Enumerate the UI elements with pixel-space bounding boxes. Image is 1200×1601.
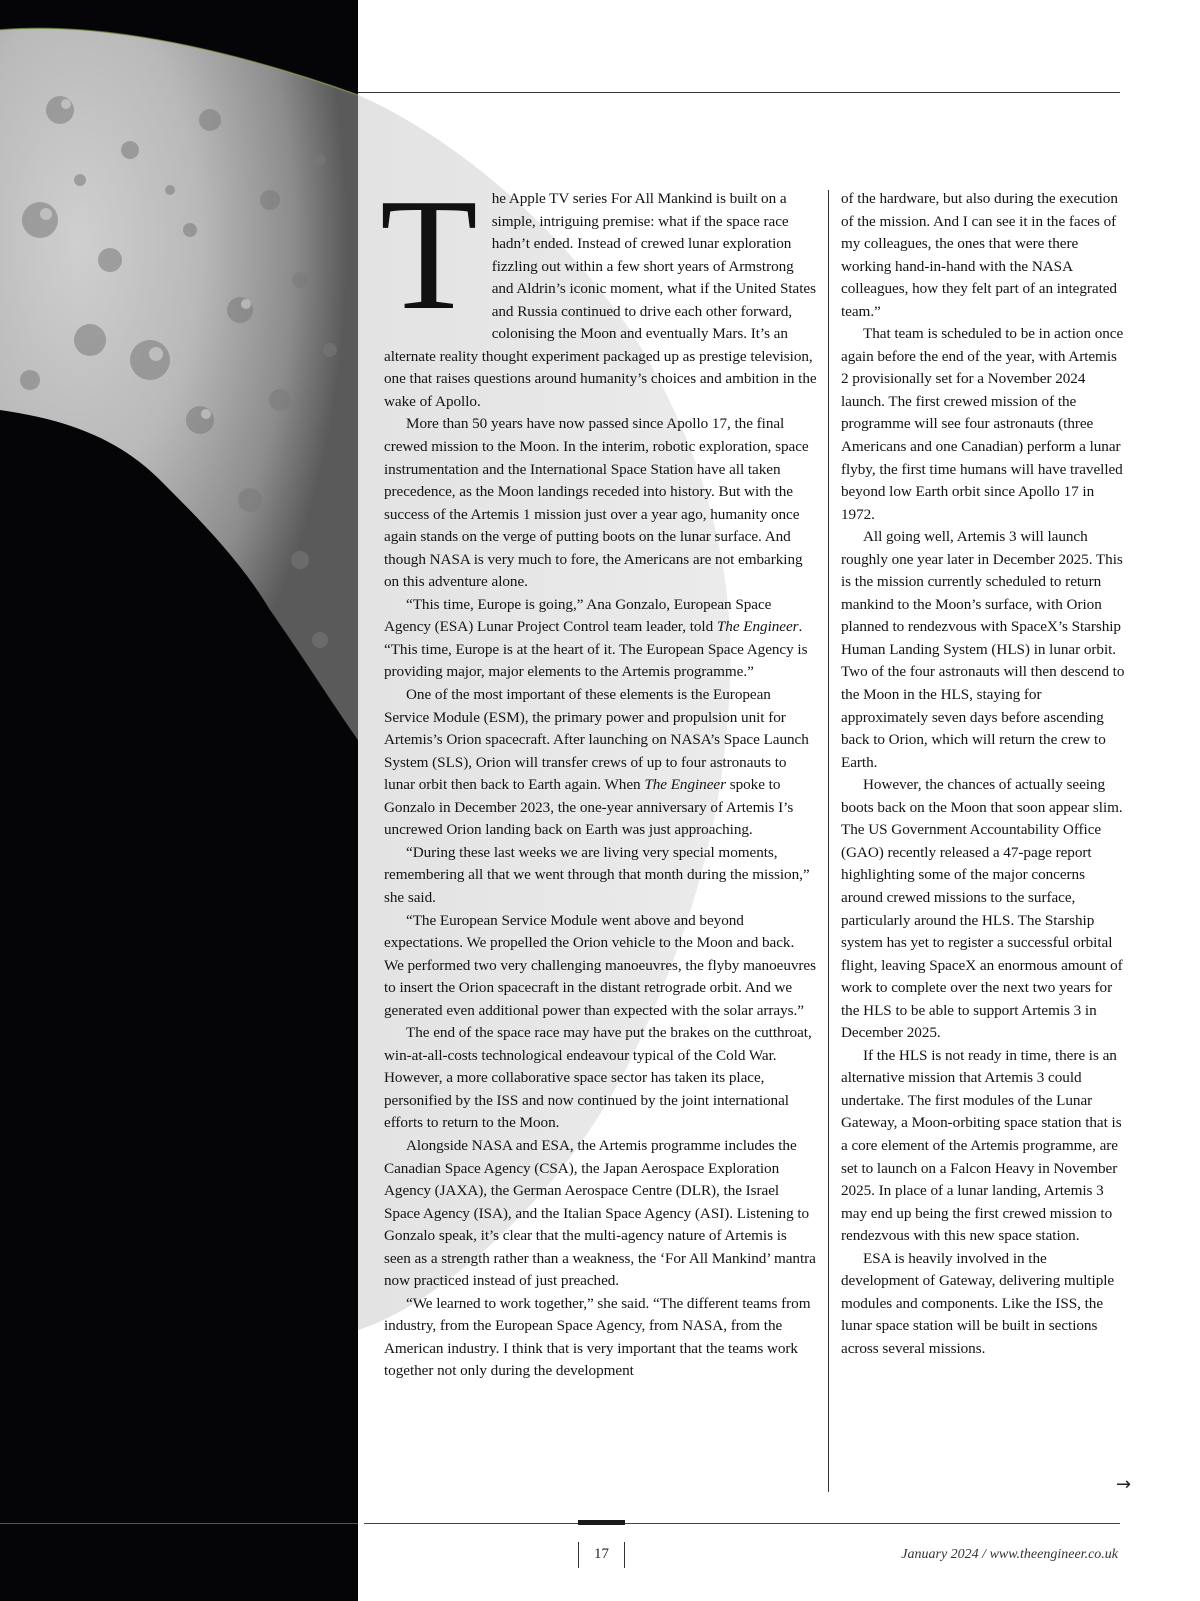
- paragraph: That team is scheduled to be in action once again before the end of the year, with Artemis 2 provisionally set for a November 2024 launch. The first crewed mission of the programme will see four astronauts (three Americans and one Canadian) perform a lunar flyby, the first time humans will have travelled beyond low Earth orbit since Apollo 17 in 1972.: [841, 325, 1124, 523]
- page-number-tab: [578, 1520, 625, 1525]
- page-number-bracket-right: [624, 1542, 625, 1568]
- header-rule: [358, 92, 1120, 93]
- article-column-1: [380, 165, 817, 1383]
- paragraph: “We learned to work together,” she said. “The different teams from industry, from the European Space Agency, from NASA, from the American industry. I think that is very important that the teams work together not only during the development: [384, 1294, 811, 1380]
- paragraph: Alongside NASA and ESA, the Artemis programme includes the Canadian Space Agency (CSA), the Japan Aerospace Exploration Agency (JAXA), the German Aerospace Centre (DLR), the Israel Space Agency (ISA), and the Italian Space Agency (ASI). Listening to Gonzalo speak, it’s clear that the multi-agency nature of Artemis is seen as a strength rather than a weakness, the ‘For All Mankind’ mantra now practiced instead of just preached.: [384, 1136, 816, 1290]
- article-column-2: [841, 188, 1126, 1360]
- paragraph: If the HLS is not ready in time, there is an alternative mission that Artemis 3 could undertake. The first modules of the Lunar Gateway, a Moon-orbiting space station that is a core element of the Artemis programme, are set to launch on a Falcon Heavy in November 2025. In place of a lunar landing, Artemis 3 may end up being the first crewed mission to rendezvous with this new space station.: [841, 1046, 1122, 1245]
- continue-arrow-icon[interactable]: →: [1116, 1474, 1132, 1495]
- issue-and-website: January 2024 / www.theengineer.co.uk: [901, 1547, 1118, 1562]
- paragraph: One of the most important of these elements is the European Service Module (ESM), the primary power and propulsion unit for Artemis’s Orion spacecraft. After launching on NASA’s Space Launch System (SLS), Orion will transfer crews of up to four astronauts to lunar orbit then back to Earth again. When The Engineer spoke to Gonzalo in December 2023, the one-year anniversary of Artemis I’s uncrewed Orion landing back on Earth was just approaching.: [384, 686, 809, 839]
- paragraph: All going well, Artemis 3 will launch roughly one year later in December 2025. This is the mission currently scheduled to return mankind to the Moon’s surface, with Orion planned to rendezvous with SpaceX’s Starship Human Landing System (HLS) in lunar orbit. Two of the four astronauts will then descend to the Moon in the HLS, staying for approximately seven days before ascending back to Orion, which will return the crew to Earth.: [841, 528, 1125, 771]
- paragraph: More than 50 years have now passed since Apollo 17, the final crewed mission to the Moon. In the interim, robotic exploration, space instrumentation and the International Space Station have all taken precedence, as the Moon landings receded into history. But with the success of the Artemis 1 mission just over a year ago, humanity once again stands on the verge of putting boots on the lunar surface. And though NASA is very much to fore, the Americans are not embarking on this adventure alone.: [384, 415, 809, 591]
- paragraph: of the hardware, but also during the execution of the mission. And I can see it in the faces of my colleagues, the ones that were there working hand-in-hand with the NASA colleagues, how they felt part of an integrated team.”: [841, 190, 1118, 320]
- footer-rule-left: [0, 1523, 358, 1524]
- paragraph: “During these last weeks we are living very special moments, remembering all that we went through that month during the mission,” she said.: [384, 843, 810, 906]
- paragraph: However, the chances of actually seeing boots back on the Moon that soon appear slim. The US Government Accountability Office (GAO) recently released a 47-page report highlighting some of the major concerns around crewed missions to the surface, particularly around the HLS. The Starship system has yet to register a successful orbital flight, leaving SpaceX an enormous amount of work to complete over the next two years for the HLS to be able to support Artemis 3 in December 2025.: [841, 776, 1123, 1042]
- paragraph: The end of the space race may have put the brakes on the cutthroat, win-at-all-costs technological endeavour typical of the Cold War. However, a more collaborative space sector has taken its place, personified by the ISS and now continued by the joint international efforts to return to the Moon.: [384, 1024, 812, 1132]
- paragraph: he Apple TV series For All Mankind is built on a simple, intriguing premise: what if the space race hadn’t ended. Instead of crewed lunar exploration fizzling out within a few short years of Armstrong and Aldrin’s iconic moment, what if the United States and Russia continued to drive each other forward, colonising the Moon and eventually Mars. It’s an alternate reality thought experiment packaged up as prestige television, one that raises questions around humanity’s choices and ambition in the wake of Apollo.: [384, 190, 817, 410]
- paragraph: “The European Service Module went above and beyond expectations. We propelled the Orion vehicle to the Moon and back. We performed two very challenging manoeuvres, the flyby manoeuvres to insert the Orion spacecraft in the distant retrograde orbit. And we generated even additional power than expected with the solar arrays.”: [384, 911, 816, 1019]
- paragraph: ESA is heavily involved in the development of Gateway, delivering multiple modules and components. Like the ISS, the lunar space station will be built in sections across several missions.: [841, 1249, 1115, 1357]
- paragraph: “This time, Europe is going,” Ana Gonzalo, European Space Agency (ESA) Lunar Project Control team leader, told The Engineer. “This time, Europe is at the heart of it. The European Space Agency is providing major, major elements to the Artemis programme.”: [384, 595, 808, 681]
- footer-rule: [364, 1523, 1120, 1524]
- column-divider: [828, 190, 829, 1492]
- drop-cap: T: [380, 165, 478, 343]
- page-number: 17: [594, 1546, 609, 1562]
